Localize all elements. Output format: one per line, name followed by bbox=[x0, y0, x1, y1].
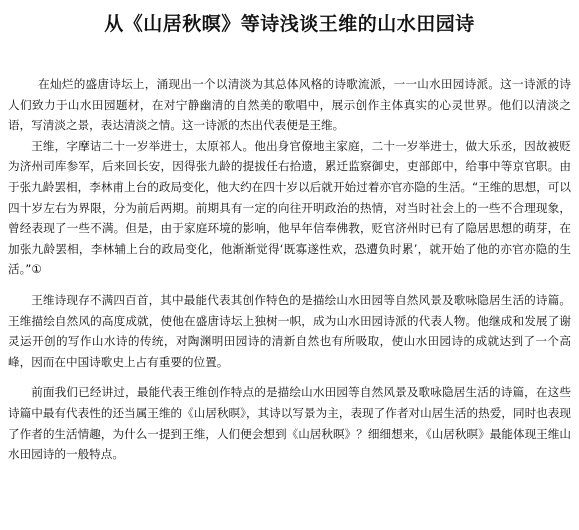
paragraph-intro: 在灿烂的盛唐诗坛上，涌现出一个以清淡为其总体风格的诗歌流派，一一山水田园诗派。这一诗派的诗人们致力于山水田园题材，在对宁静幽清的自然美的歌唱中，展示创作主体真实的心灵世界。他们以清淡之语，写清淡之景，表达清淡之情。这一诗派的杰出代表便是王维。 bbox=[8, 77, 571, 133]
paragraph-biography: 王维，字摩诘二十一岁举进士，太原祁人。他出身官僚地主家庭，二十一岁举进士，做大乐丞，因故被贬为济州司库参军，后来回长安，因得张九龄的提拔任右拾遗，累迁监察御史，吏部郎中，给事中等京官职。由于张九龄罢相，李林甫上台的政局变化，他大约在四十岁以后就开始过着亦官亦隐的生活。“王维的思想，可以四十岁左右为界限，分为前后两期。前期具有一定的向往开明政治的热情，对当时社会上的一些不合理现象，曾经表现了一些不满。但是，由于家庭环境的影响，他早年信奉佛教，贬官济州时已有了隐居思想的萌芽，在加张九龄罢相，李林辅上台的政局变化，他渐渐觉得‘既寡遂性欢，恐遭负时累’，就开始了他的亦官亦隐的生活。”① bbox=[8, 138, 571, 277]
document-body bbox=[8, 74, 571, 465]
document-title: 从《山居秋暝》等诗浅谈王维的山水田园诗 bbox=[104, 13, 475, 35]
paragraph-poetry-overview: 王维诗现存不满四百首，其中最能代表其创作特色的是描绘山水田园等自然风景及歌咏隐居生活的诗篇。王维描绘自然风的高度成就，使他在盛唐诗坛上独树一帜，成为山水田园诗派的代表人物。他继成和发展了谢灵运开创的写作山水诗的传统，对陶渊明田园诗的清新自然也有所吸取，使山水田园诗的成就达到了一个高峰，因而在中国诗歌史上占有重要的位置。 bbox=[8, 292, 571, 369]
paragraph-shanju-qiuming: 前面我们已经讲过，最能代表王维创作特点的是描绘山水田园等自然风景及歌咏隐居生活的诗篇，在这些诗篇中最有代表性的还当属王维的《山居秋暝》，其诗以写景为主，表现了作者对山居生活的热爱，同时也表现了作者的生活情趣，为什么一提到王维，人们便会想到《山居秋暝》？细细想来，《山居秋暝》最能体现王维山水田园诗的一般特点。 bbox=[8, 385, 571, 462]
